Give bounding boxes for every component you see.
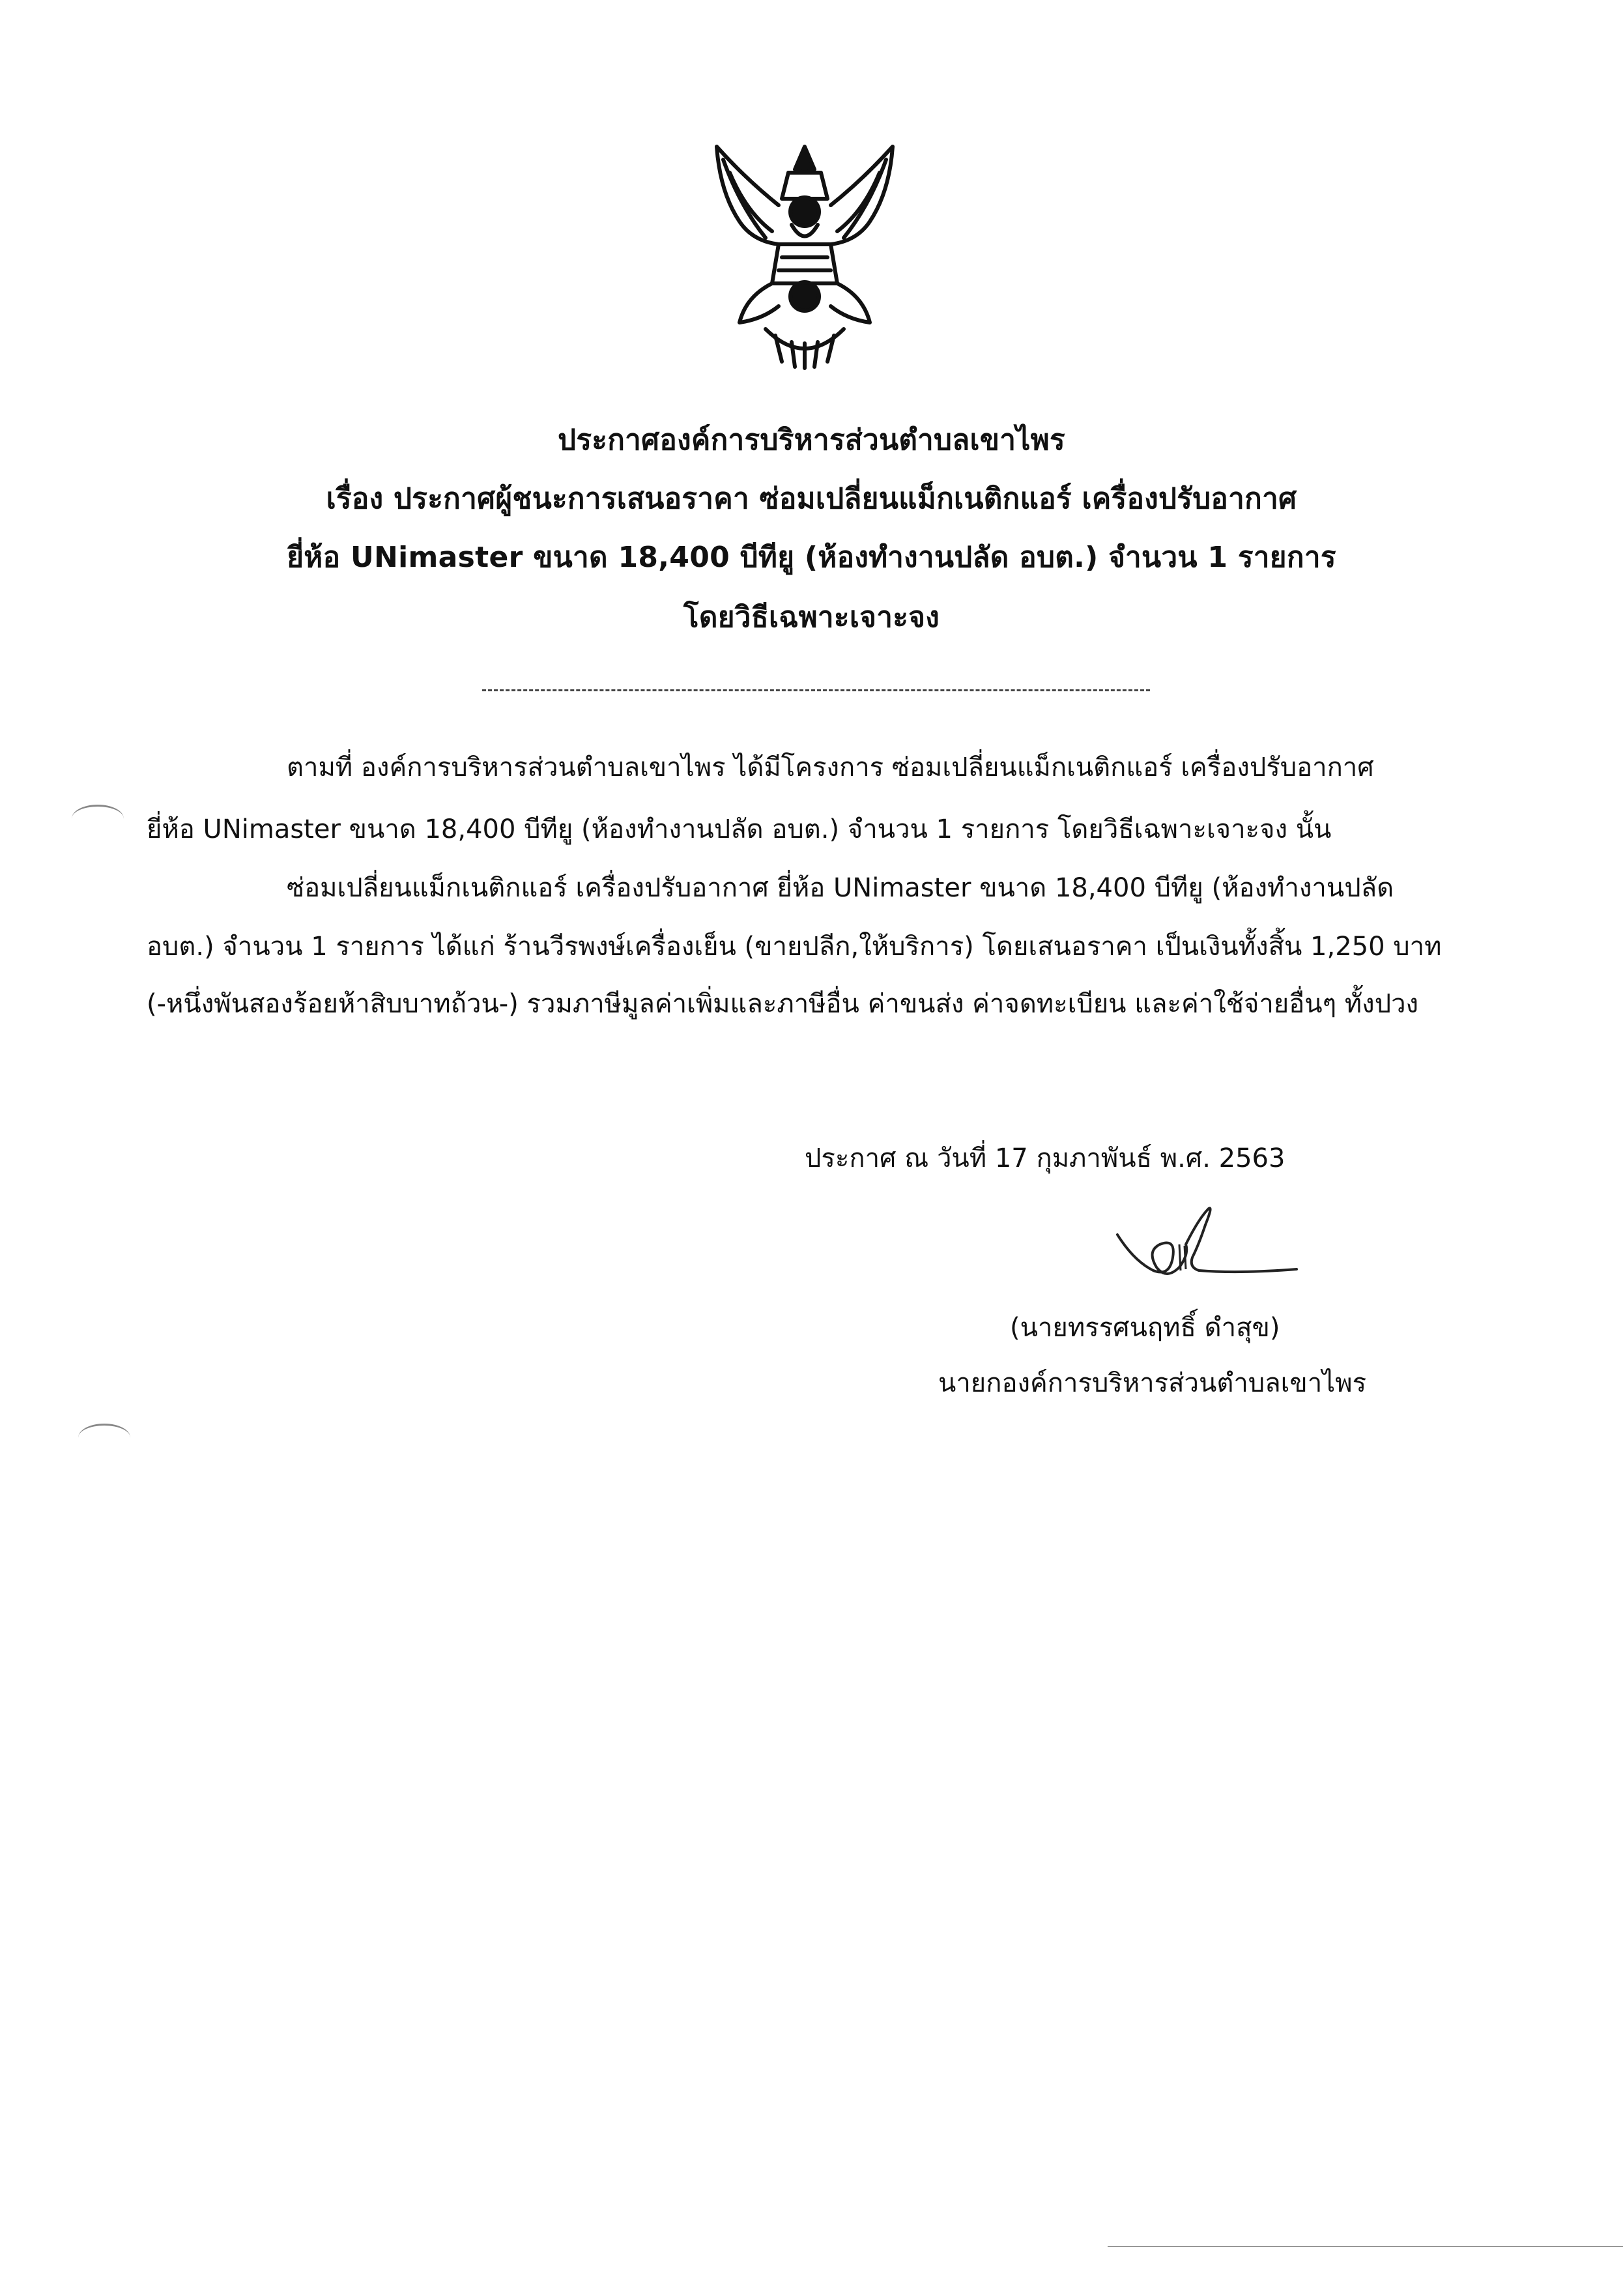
procurement-method: โดยวิธีเฉพาะเจาะจง: [683, 601, 940, 634]
paragraph-1-line-1: ตามที่ องค์การบริหารส่วนตำบลเขาไพร ได้มีโครงการ ซ่อมเปลี่ยนแม็กเนติกแอร์ เครื่องปรับอากาศ: [287, 753, 1374, 782]
signatory-title: นายกองค์การบริหารส่วนตำบลเขาไพร: [938, 1368, 1367, 1398]
paragraph-1-line-2: ยี่ห้อ UNimaster ขนาด 18,400 บีทียู (ห้องทำงานปลัด อบต.) จำนวน 1 รายการ โดยวิธีเฉพาะเจาะจง นั้น: [147, 814, 1332, 844]
signatory-name: (นายทรรศนฤทธิ์ ดำสุข): [1010, 1313, 1280, 1343]
signature: [1108, 1199, 1303, 1284]
paragraph-2-line-1: ซ่อมเปลี่ยนแม็กเนติกแอร์ เครื่องปรับอากาศ ยี่ห้อ UNimaster ขนาด 18,400 บีทียู (ห้องทำงานปลัด: [287, 873, 1394, 903]
announcement-date: ประกาศ ณ วันที่ 17 กุมภาพันธ์ พ.ศ. 2563: [805, 1143, 1285, 1173]
scan-artifact: [78, 1424, 130, 1452]
paragraph-2-line-2: อบต.) จำนวน 1 รายการ ได้แก่ ร้านวีรพงษ์เครื่องเย็น (ขายปลีก,ให้บริการ) โดยเสนอราคา เป็นเงินทั้งสิ้น 1,250 บาท: [147, 932, 1442, 962]
paragraph-2-line-3: (-หนึ่งพันสองร้อยห้าสิบบาทถ้วน-) รวมภาษีมูลค่าเพิ่มและภาษีอื่น ค่าขนส่ง ค่าจดทะเบียน และค่าใช้จ่ายอื่นๆ ทั้งปวง: [147, 989, 1419, 1019]
scan-artifact: [72, 805, 124, 833]
page-edge-line: [1108, 2246, 1623, 2247]
announcement-subject: เรื่อง ประกาศผู้ชนะการเสนอราคา ซ่อมเปลี่ยนแม็กเนติกแอร์ เครื่องปรับอากาศ: [326, 482, 1297, 515]
title-divider: [482, 689, 1150, 691]
garuda-emblem-icon: [700, 134, 909, 371]
announcement-subject-line2: ยี่ห้อ UNimaster ขนาด 18,400 บีทียู (ห้องทำงานปลัด อบต.) จำนวน 1 รายการ: [287, 541, 1336, 574]
announcement-title: ประกาศองค์การบริหารส่วนตำบลเขาไพร: [558, 423, 1065, 457]
